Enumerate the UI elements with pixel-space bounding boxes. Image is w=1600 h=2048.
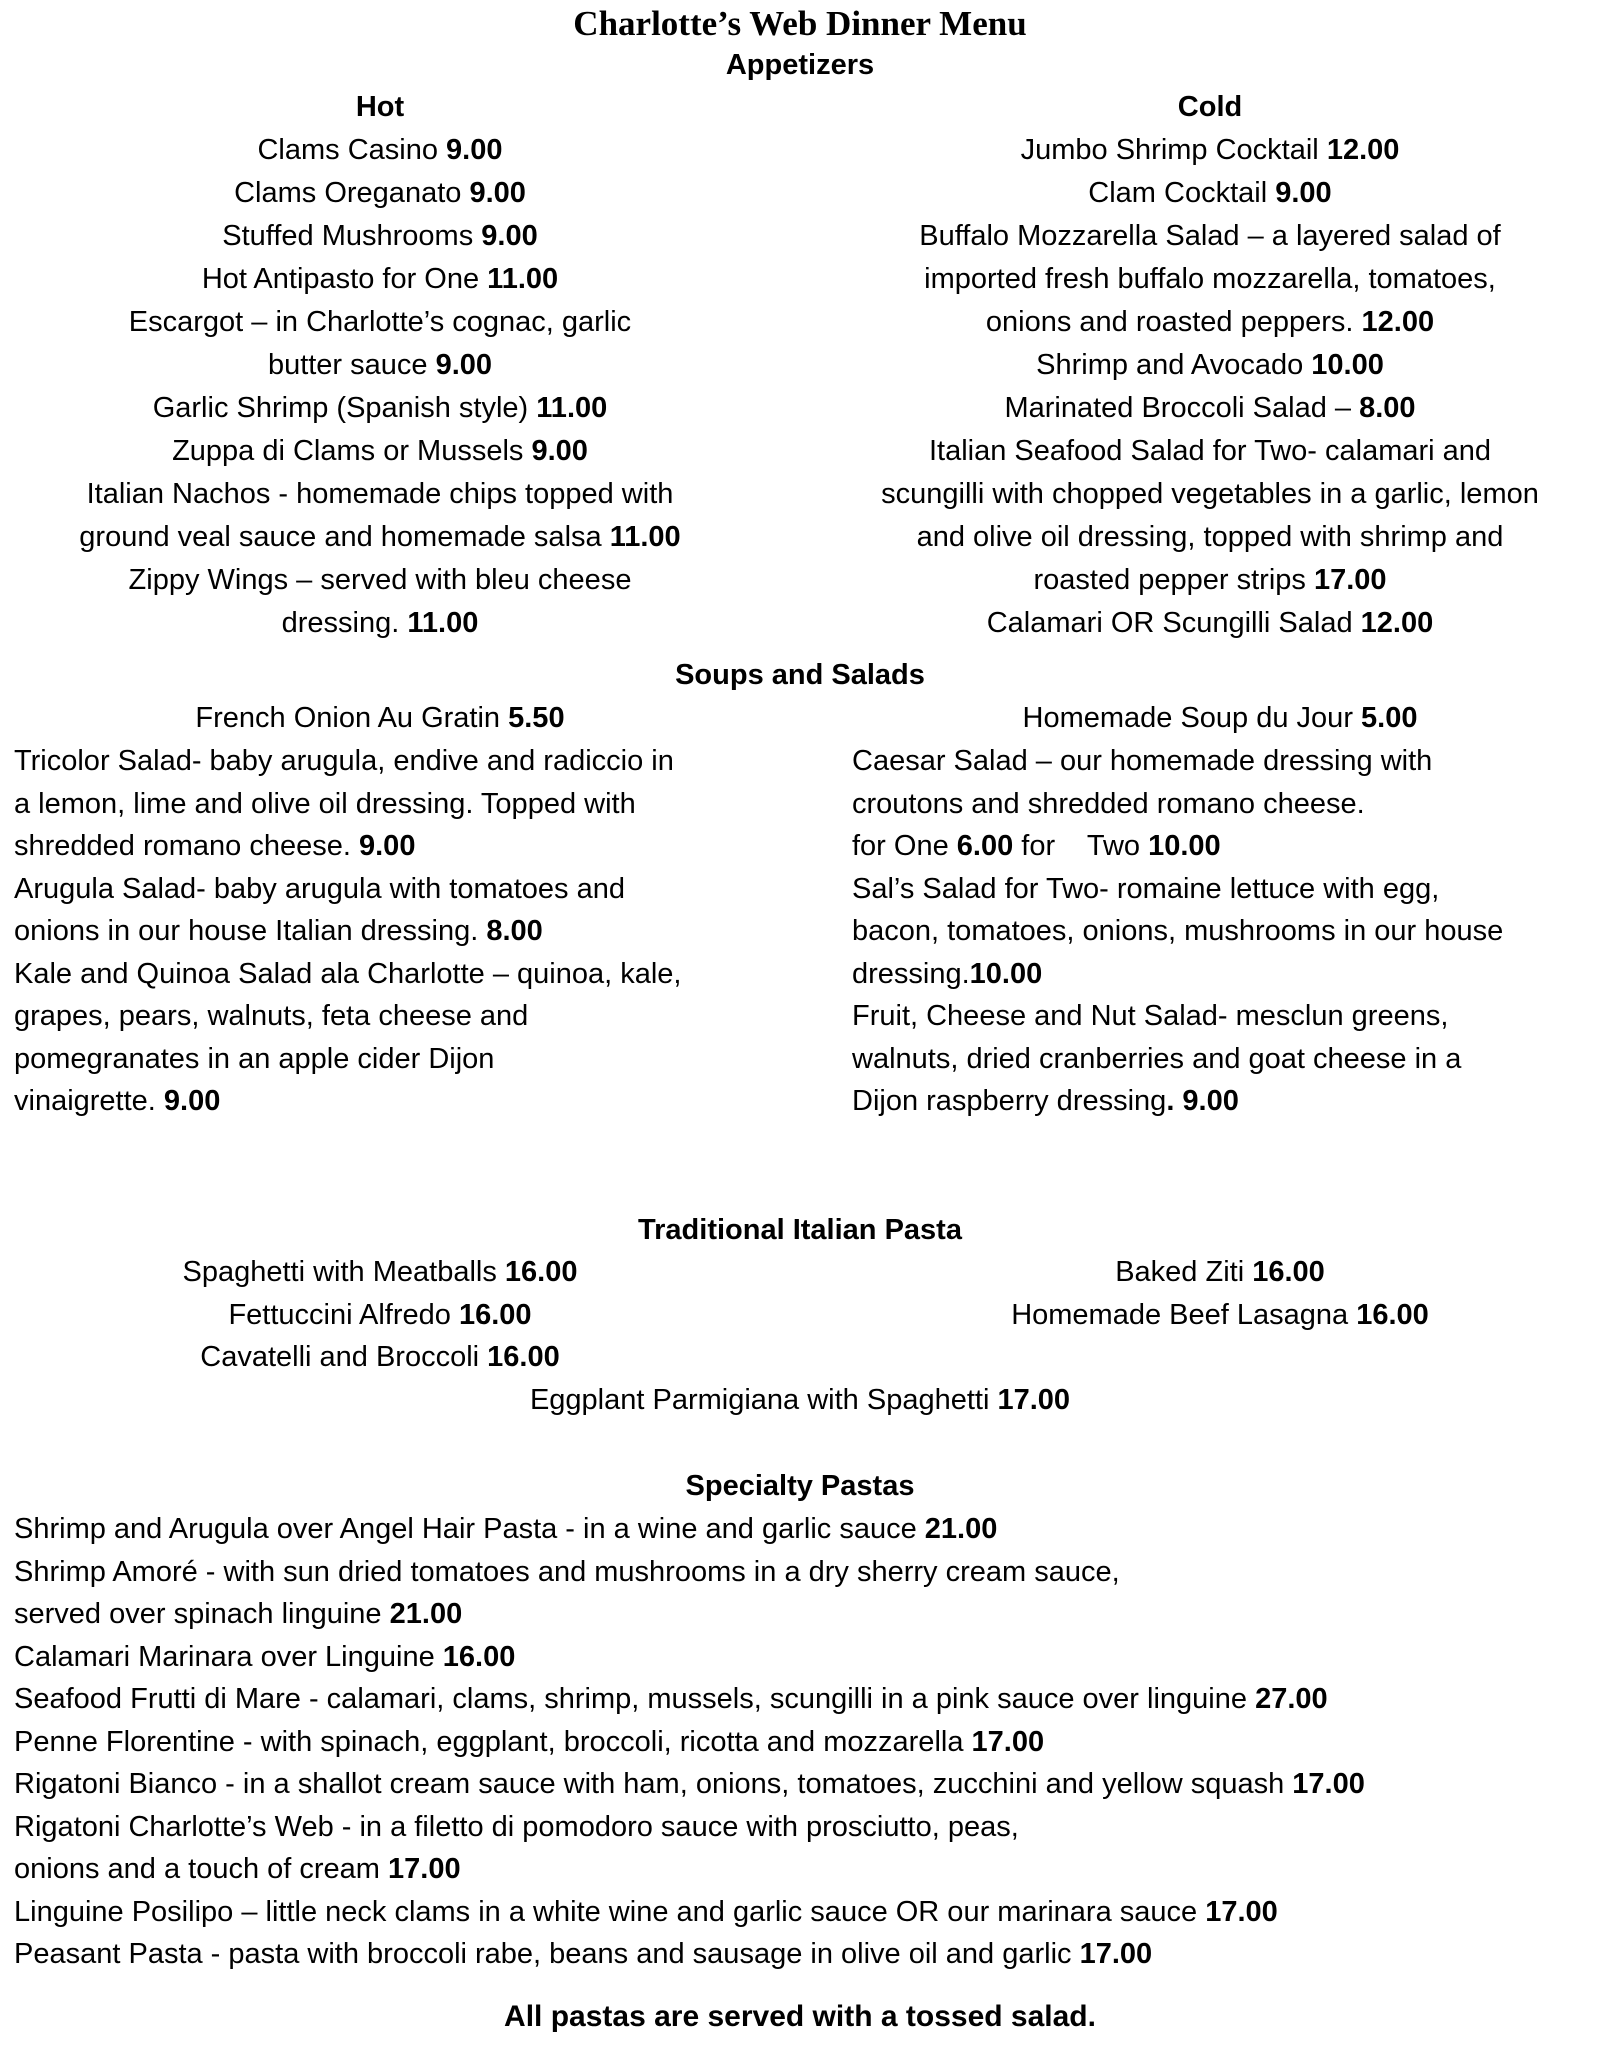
item-text: Kale and Quinoa Salad ala Charlotte – quinoa, kale, [14, 957, 682, 990]
item-text: for One [852, 830, 957, 862]
item-price: 9.00 [531, 435, 588, 467]
item-text: Homemade Soup du Jour [1022, 702, 1362, 734]
menu-item-line [850, 697, 1590, 740]
item-text: Peasant Pasta - pasta with broccoli rabe, beans and sausage in olive oil and garlic [14, 1938, 1080, 1970]
item-text: Zippy Wings – served with bleu cheese [128, 564, 632, 596]
soups-left-center [20, 697, 740, 740]
menu-item-line [20, 129, 740, 172]
item-text: onions in our house Italian dressing. [14, 915, 487, 947]
menu-item-line [852, 740, 1597, 783]
item-text: Sal’s Salad for Two- romaine lettuce with egg, [852, 872, 1440, 905]
item-text: walnuts, dried cranberries and goat cheese in a [852, 1042, 1462, 1075]
item-text: Caesar Salad – our homemade dressing with [852, 745, 1433, 777]
item-price: 11.00 [536, 392, 608, 424]
item-text: dressing. [281, 607, 408, 639]
item-text: dressing. [852, 957, 970, 990]
item-text: Italian Seafood Salad for Two- calamari and [928, 435, 1492, 467]
item-price: 17.00 [1292, 1768, 1365, 1800]
item-price: . 9.00 [1166, 1085, 1239, 1117]
menu-item-line [14, 1551, 1594, 1594]
item-text: grapes, pears, walnuts, feta cheese and [14, 1000, 529, 1032]
item-price: 17.00 [388, 1853, 461, 1885]
item-price: 8.00 [1359, 392, 1416, 424]
salads-right-column [852, 740, 1597, 1123]
menu-item-line [20, 387, 740, 430]
item-text: Clam Cocktail [1088, 177, 1276, 209]
soups-right-center [850, 697, 1590, 740]
menu-item-line [850, 1251, 1590, 1294]
item-price: 10.00 [969, 957, 1043, 990]
item-text: Clams Oreganato [234, 177, 470, 209]
item-text: onions and roasted peppers. [985, 306, 1362, 338]
item-price: 27.00 [1255, 1683, 1328, 1715]
item-text: bacon, tomatoes, onions, mushrooms in our house [852, 915, 1504, 947]
item-price: 9.00 [481, 220, 538, 252]
menu-item-line [840, 215, 1580, 258]
item-text: Calamari Marinara over Linguine [14, 1640, 443, 1673]
item-text: butter sauce [267, 349, 436, 381]
menu-title: Charlotte’s Web Dinner Menu [573, 4, 1027, 43]
menu-item-line [840, 129, 1580, 172]
menu-item-line [14, 1806, 1594, 1849]
item-text: Eggplant Parmigiana with Spaghetti [529, 1384, 998, 1416]
menu-item-line [850, 1294, 1590, 1337]
item-price: 16.00 [442, 1640, 516, 1673]
menu-item-line [840, 344, 1580, 387]
menu-item-line [14, 783, 814, 826]
menu-item-line [0, 1379, 1600, 1422]
item-price: 16.00 [458, 1298, 532, 1331]
menu-item-line [20, 301, 740, 344]
item-text: Shrimp and Avocado [1036, 349, 1312, 381]
menu-item-line [852, 995, 1597, 1038]
appetizers-heading: Appetizers [725, 49, 875, 81]
menu-item-line [20, 215, 740, 258]
item-price: 8.00 [486, 915, 543, 947]
menu-item-line [14, 740, 814, 783]
menu-item-line [20, 344, 740, 387]
menu-item-line [14, 825, 814, 868]
hot-heading: Hot [355, 91, 405, 123]
menu-item-line [14, 1678, 1594, 1721]
item-text: a lemon, lime and olive oil dressing. Topped with [14, 787, 636, 820]
menu-item-line [840, 516, 1580, 559]
menu-item-line [20, 258, 740, 301]
menu-item-line [20, 172, 740, 215]
menu-item-line [20, 1294, 740, 1337]
menu-item-line [20, 1251, 740, 1294]
item-price: 10.00 [1148, 830, 1221, 862]
menu-item-line [20, 473, 740, 516]
menu-item-line [852, 910, 1597, 953]
soups-salads-heading: Soups and Salads [675, 659, 925, 691]
item-text: served over spinach linguine [14, 1598, 390, 1630]
menu-item-line [840, 301, 1580, 344]
menu-item-line [14, 1508, 1594, 1551]
item-text: Linguine Posilipo – little neck clams in a white wine and garlic sauce OR our marinara sauce [14, 1895, 1206, 1928]
item-price: 6.00 [956, 830, 1014, 862]
menu-item-line [20, 1336, 740, 1379]
footer-note: All pastas are served with a tossed salad. [504, 2000, 1096, 2033]
item-text: Escargot – in Charlotte’s cognac, garlic [128, 306, 632, 338]
item-text: Cavatelli and Broccoli [200, 1341, 488, 1373]
menu-item-line [20, 430, 740, 473]
menu-item-line [20, 516, 740, 559]
item-price: 17.00 [1079, 1938, 1153, 1970]
item-price: 11.00 [487, 263, 559, 295]
menu-item-line [840, 602, 1580, 645]
menu-item-line [20, 559, 740, 602]
menu-item-line [20, 602, 740, 645]
item-text: Jumbo Shrimp Cocktail [1020, 134, 1327, 166]
menu-item-line [852, 953, 1597, 996]
menu-item-line [852, 783, 1597, 826]
item-price: 16.00 [1252, 1256, 1325, 1288]
item-text: croutons and shredded romano cheese. [852, 787, 1365, 820]
item-text: Clams Casino [257, 134, 447, 166]
item-text: Spaghetti with Meatballs [182, 1256, 505, 1288]
item-text: imported fresh buffalo mozzarella, tomatoes, [924, 263, 1496, 295]
item-price: 10.00 [1311, 349, 1384, 381]
menu-item-line [840, 559, 1580, 602]
item-text: Seafood Frutti di Mare - calamari, clams, shrimp, mussels, scungilli in a pink sauce over linguine [14, 1683, 1256, 1715]
item-text: Arugula Salad- baby arugula with tomatoes and [14, 872, 625, 905]
item-price: 9.00 [469, 177, 526, 209]
cold-appetizers-column [840, 86, 1580, 645]
item-price: 9.00 [163, 1085, 221, 1117]
item-text: shredded romano cheese. [14, 830, 359, 862]
item-text: ground veal sauce and homemade salsa [79, 521, 610, 553]
item-text: for Two [1013, 830, 1149, 862]
item-text: Baked Ziti [1115, 1256, 1253, 1288]
item-price: 11.00 [609, 521, 681, 553]
menu-item-line [840, 172, 1580, 215]
item-text: Marinated Broccoli Salad – [1004, 392, 1360, 424]
menu-item-line [14, 1933, 1594, 1976]
item-text: and olive oil dressing, topped with shrimp and [916, 521, 1504, 553]
item-text: Rigatoni Bianco - in a shallot cream sauce with ham, onions, tomatoes, zucchini and yellow squash [14, 1768, 1293, 1800]
traditional-pasta-left [20, 1251, 740, 1379]
menu-item-line [14, 1636, 1594, 1679]
item-text: Dijon raspberry dressing [852, 1085, 1167, 1117]
menu-item-line [840, 258, 1580, 301]
menu-item-line [20, 697, 740, 740]
item-price: 17.00 [1313, 564, 1387, 596]
item-price: 9.00 [359, 830, 416, 862]
traditional-pasta-center [0, 1379, 1600, 1422]
item-text: Zuppa di Clams or Mussels [172, 435, 532, 467]
menu-item-line [852, 1038, 1597, 1081]
item-price: 9.00 [446, 134, 503, 166]
item-price: 17.00 [997, 1384, 1071, 1416]
item-price: 12.00 [1360, 607, 1434, 639]
menu-item-line [14, 868, 814, 911]
menu-item-line [14, 1080, 814, 1123]
hot-appetizers-column [20, 86, 740, 645]
item-text: Stuffed Mushrooms [222, 220, 482, 252]
item-text: Fruit, Cheese and Nut Salad- mesclun greens, [852, 1000, 1449, 1032]
specialty-pastas-list [14, 1508, 1594, 1976]
item-price: 16.00 [1356, 1298, 1429, 1331]
menu-item-line [852, 1080, 1597, 1123]
item-price: 12.00 [1326, 134, 1400, 166]
item-text: Calamari OR Scungilli Salad [986, 607, 1361, 639]
specialty-pastas-heading: Specialty Pastas [685, 1470, 915, 1502]
item-price: 16.00 [504, 1256, 578, 1288]
item-text: Shrimp and Arugula over Angel Hair Pasta - in a wine and garlic sauce [14, 1513, 925, 1545]
item-text: Fettuccini Alfredo [228, 1298, 459, 1331]
traditional-pasta-heading: Traditional Italian Pasta [638, 1214, 962, 1246]
item-text: Rigatoni Charlotte’s Web - in a filetto di pomodoro sauce with prosciutto, peas, [14, 1810, 1019, 1843]
menu-item-line [14, 953, 814, 996]
item-price: 5.00 [1361, 702, 1418, 734]
menu-item-line [840, 430, 1580, 473]
menu-item-line [14, 1848, 1594, 1891]
traditional-pasta-right [850, 1251, 1590, 1336]
item-text: Shrimp Amoré - with sun dried tomatoes and mushrooms in a dry sherry cream sauce, [14, 1555, 1120, 1588]
item-text: Garlic Shrimp (Spanish style) [152, 392, 537, 424]
item-price: 12.00 [1361, 306, 1435, 338]
item-price: 11.00 [407, 607, 479, 639]
menu-item-line [14, 995, 814, 1038]
item-price: 9.00 [1275, 177, 1332, 209]
item-text: scungilli with chopped vegetables in a garlic, lemon [881, 478, 1539, 510]
item-price: 5.50 [508, 702, 565, 734]
menu-item-line [852, 868, 1597, 911]
item-price: 17.00 [971, 1725, 1045, 1758]
menu-item-line [14, 1721, 1594, 1764]
item-text: Italian Nachos - homemade chips topped with [86, 478, 674, 510]
item-text: Homemade Beef Lasagna [1011, 1298, 1357, 1331]
item-price: 21.00 [389, 1598, 463, 1630]
menu-item-line [14, 1593, 1594, 1636]
salads-left-column [14, 740, 814, 1123]
menu-item-line [14, 1891, 1594, 1934]
menu-item-line [840, 473, 1580, 516]
item-text: Hot Antipasto for One [201, 263, 488, 295]
item-price: 9.00 [435, 349, 493, 381]
item-text: French Onion Au Gratin [195, 702, 509, 734]
cold-heading: Cold [1177, 91, 1243, 123]
item-price: 17.00 [1205, 1895, 1278, 1928]
menu-item-line [14, 1763, 1594, 1806]
item-price: 16.00 [487, 1341, 560, 1373]
item-text: Tricolor Salad- baby arugula, endive and radiccio in [14, 745, 674, 777]
menu-item-line [852, 825, 1597, 868]
item-price: 21.00 [924, 1513, 998, 1545]
menu-item-line [840, 387, 1580, 430]
item-text: onions and a touch of cream [14, 1853, 389, 1885]
item-text: Penne Florentine - with spinach, eggplant, broccoli, ricotta and mozzarella [14, 1725, 972, 1758]
item-text: roasted pepper strips [1033, 564, 1314, 596]
item-text: pomegranates in an apple cider Dijon [14, 1042, 495, 1075]
menu-item-line [14, 1038, 814, 1081]
item-text: Buffalo Mozzarella Salad – a layered salad of [919, 220, 1501, 252]
menu-item-line [14, 910, 814, 953]
item-text: vinaigrette. [14, 1085, 164, 1117]
